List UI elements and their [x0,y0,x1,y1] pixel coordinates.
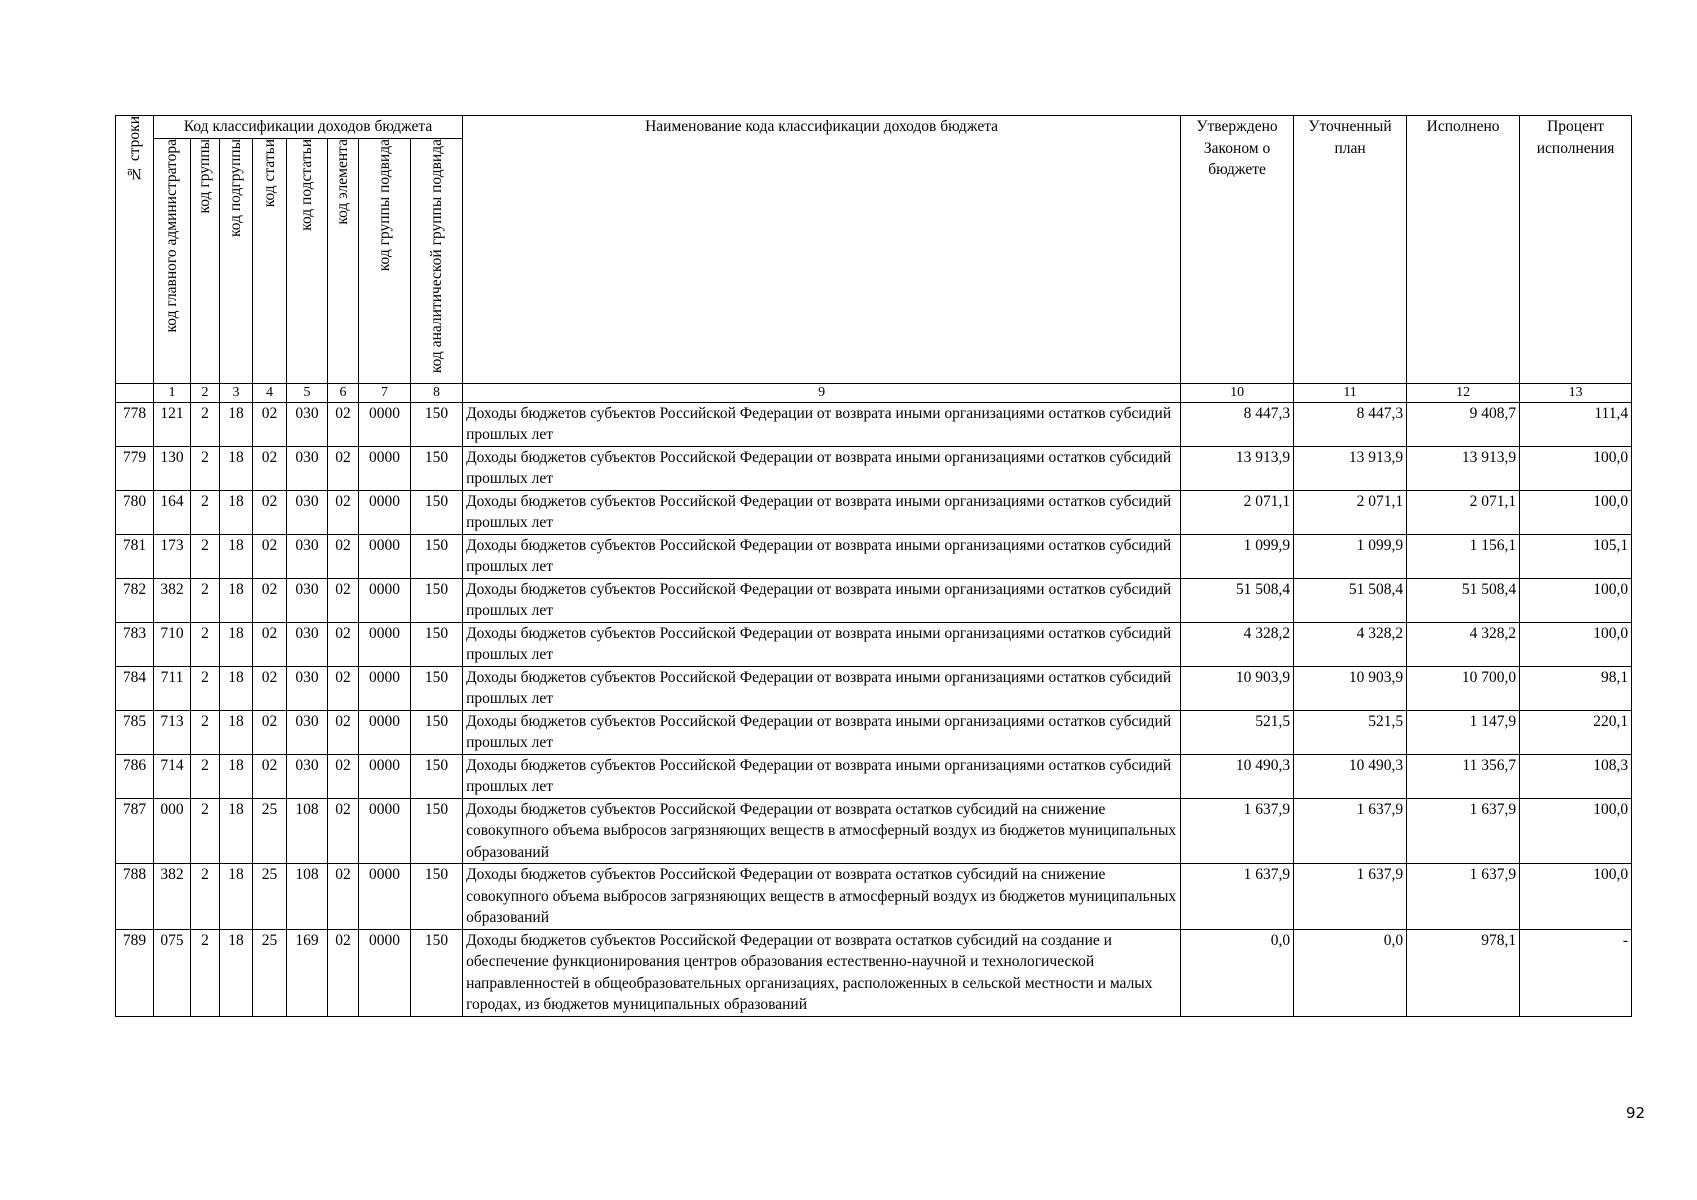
group-code-header: код группы [191,138,220,383]
table-row [116,446,1632,490]
subarticle-code-cell: 030 [287,446,328,490]
element-code-cell: 02 [328,798,359,864]
subgroup-code-cell: 18 [220,534,253,578]
subtype-group-code-cell: 0000 [359,754,411,798]
table-row [116,578,1632,622]
subarticle-code-cell: 030 [287,534,328,578]
article-code-cell: 02 [253,490,287,534]
executed-cell: 1 637,9 [1407,798,1520,864]
group-code-cell: 2 [191,864,220,930]
element-code-cell: 02 [328,710,359,754]
refined-plan-cell: 8 447,3 [1294,402,1407,446]
article-code-cell: 02 [253,446,287,490]
column-number-cell: 6 [328,383,359,402]
executed-cell: 10 700,0 [1407,666,1520,710]
analytic-code-cell: 150 [411,402,463,446]
element-code-cell: 02 [328,666,359,710]
admin-code-cell: 382 [154,578,191,622]
executed-cell: 1 156,1 [1407,534,1520,578]
approved-cell: 10 490,3 [1181,754,1294,798]
refined-plan-cell: 4 328,2 [1294,622,1407,666]
name-cell: Доходы бюджетов субъектов Российской Федерации от возврата иными организациями остатков субсидий прошлых лет [463,754,1181,798]
percent-cell: 100,0 [1520,578,1632,622]
row-number-cell: 784 [116,666,154,710]
subarticle-code-cell: 030 [287,710,328,754]
table-row [116,490,1632,534]
subtype-group-code-cell: 0000 [359,798,411,864]
subgroup-code-cell: 18 [220,754,253,798]
group-code-cell: 2 [191,622,220,666]
name-cell: Доходы бюджетов субъектов Российской Федерации от возврата иными организациями остатков субсидий прошлых лет [463,446,1181,490]
percent-cell: 111,4 [1520,402,1632,446]
article-code-cell: 25 [253,929,287,1016]
element-code-cell: 02 [328,754,359,798]
executed-cell: 11 356,7 [1407,754,1520,798]
column-number-cell: 10 [1181,383,1294,402]
subgroup-code-cell: 18 [220,578,253,622]
row-number-header: № строки [116,116,154,384]
analytic-code-cell: 150 [411,929,463,1016]
table-row [116,666,1632,710]
column-number-cell: 5 [287,383,328,402]
group-code-cell: 2 [191,402,220,446]
element-code-cell: 02 [328,578,359,622]
analytic-code-cell: 150 [411,578,463,622]
table-row [116,402,1632,446]
admin-code-cell: 075 [154,929,191,1016]
subgroup-code-cell: 18 [220,798,253,864]
row-number-cell: 786 [116,754,154,798]
table-row [116,864,1632,930]
group-code-cell: 2 [191,798,220,864]
analytic-code-cell: 150 [411,798,463,864]
executed-cell: 13 913,9 [1407,446,1520,490]
subarticle-code-cell: 030 [287,754,328,798]
group-code-cell: 2 [191,929,220,1016]
name-cell: Доходы бюджетов субъектов Российской Федерации от возврата остатков субсидий на снижение совокупного объема выбросов загрязняющих веществ в атмосферный воздух из бюджетов муниципальных образований [463,864,1181,930]
subgroup-code-cell: 18 [220,402,253,446]
row-number-cell: 779 [116,446,154,490]
subgroup-code-cell: 18 [220,710,253,754]
subgroup-code-cell: 18 [220,490,253,534]
subtype-group-code-cell: 0000 [359,666,411,710]
subgroup-code-header: код подгруппы [220,138,253,383]
row-number-cell: 781 [116,534,154,578]
column-number-cell: 2 [191,383,220,402]
admin-code-cell: 130 [154,446,191,490]
executed-cell: 1 147,9 [1407,710,1520,754]
percent-cell: 98,1 [1520,666,1632,710]
name-cell: Доходы бюджетов субъектов Российской Федерации от возврата остатков субсидий на создание и обеспечение функционирования центров образования естественно-научной и технологической направленностей в общеобразовательных организациях, расположенных в сельской местности и малых городах, из бюджетов муниципальных образований [463,929,1181,1016]
name-cell: Доходы бюджетов субъектов Российской Федерации от возврата остатков субсидий на снижение совокупного объема выбросов загрязняющих веществ в атмосферный воздух из бюджетов муниципальных образований [463,798,1181,864]
executed-cell: 1 637,9 [1407,864,1520,930]
name-cell: Доходы бюджетов субъектов Российской Федерации от возврата иными организациями остатков субсидий прошлых лет [463,402,1181,446]
analytic-code-cell: 150 [411,534,463,578]
group-code-cell: 2 [191,754,220,798]
subtype-group-code-header: код группы подвида [359,138,411,383]
percent-header: Процент исполнения [1520,116,1632,384]
admin-code-header: код главного администратора [154,138,191,383]
column-number-cell: 4 [253,383,287,402]
row-number-cell: 778 [116,402,154,446]
subgroup-code-cell: 18 [220,864,253,930]
subgroup-code-cell: 18 [220,929,253,1016]
row-number-cell: 783 [116,622,154,666]
percent-cell: 105,1 [1520,534,1632,578]
subtype-group-code-cell: 0000 [359,864,411,930]
subarticle-code-cell: 030 [287,402,328,446]
analytic-code-cell: 150 [411,754,463,798]
column-number-row [116,383,1632,402]
refined-plan-cell: 10 490,3 [1294,754,1407,798]
name-cell: Доходы бюджетов субъектов Российской Федерации от возврата иными организациями остатков субсидий прошлых лет [463,578,1181,622]
element-code-cell: 02 [328,622,359,666]
admin-code-cell: 121 [154,402,191,446]
article-code-cell: 02 [253,666,287,710]
refined-plan-cell: 1 637,9 [1294,798,1407,864]
column-number-cell: 12 [1407,383,1520,402]
table-row [116,710,1632,754]
refined-plan-cell: 521,5 [1294,710,1407,754]
refined-plan-cell: 0,0 [1294,929,1407,1016]
article-code-cell: 02 [253,710,287,754]
article-code-cell: 02 [253,578,287,622]
refined-plan-cell: 10 903,9 [1294,666,1407,710]
approved-cell: 1 099,9 [1181,534,1294,578]
subtype-group-code-cell: 0000 [359,490,411,534]
subarticle-code-cell: 030 [287,666,328,710]
percent-cell: 100,0 [1520,490,1632,534]
analytic-code-cell: 150 [411,490,463,534]
subarticle-code-cell: 030 [287,490,328,534]
group-code-cell: 2 [191,490,220,534]
subarticle-code-header: код подстатьи [287,138,328,383]
executed-cell: 9 408,7 [1407,402,1520,446]
approved-cell: 8 447,3 [1181,402,1294,446]
column-number-cell: 3 [220,383,253,402]
analytic-code-cell: 150 [411,446,463,490]
subtype-group-code-cell: 0000 [359,929,411,1016]
classification-code-group-header: Код классификации доходов бюджета [154,116,463,139]
subgroup-code-cell: 18 [220,446,253,490]
subtype-group-code-cell: 0000 [359,622,411,666]
element-code-cell: 02 [328,864,359,930]
column-number-cell [116,383,154,402]
element-code-cell: 02 [328,490,359,534]
analytic-code-cell: 150 [411,864,463,930]
table-row [116,929,1632,1016]
name-cell: Доходы бюджетов субъектов Российской Федерации от возврата иными организациями остатков субсидий прошлых лет [463,490,1181,534]
page-number: 92 [1626,1104,1646,1122]
executed-cell: 51 508,4 [1407,578,1520,622]
refined-plan-header: Уточненный план [1294,116,1407,384]
admin-code-cell: 382 [154,864,191,930]
refined-plan-cell: 2 071,1 [1294,490,1407,534]
article-code-cell: 25 [253,864,287,930]
element-code-cell: 02 [328,929,359,1016]
percent-cell: - [1520,929,1632,1016]
budget-revenue-table [115,115,1632,1017]
column-number-cell: 8 [411,383,463,402]
subtype-group-code-cell: 0000 [359,402,411,446]
row-number-cell: 788 [116,864,154,930]
group-code-cell: 2 [191,710,220,754]
executed-header: Исполнено [1407,116,1520,384]
subtype-group-code-cell: 0000 [359,578,411,622]
percent-cell: 100,0 [1520,864,1632,930]
group-code-cell: 2 [191,534,220,578]
column-number-cell: 11 [1294,383,1407,402]
element-code-cell: 02 [328,446,359,490]
admin-code-cell: 000 [154,798,191,864]
percent-cell: 108,3 [1520,754,1632,798]
admin-code-cell: 711 [154,666,191,710]
name-header: Наименование кода классификации доходов бюджета [463,116,1181,384]
admin-code-cell: 173 [154,534,191,578]
executed-cell: 978,1 [1407,929,1520,1016]
subarticle-code-cell: 030 [287,622,328,666]
column-number-cell: 9 [463,383,1181,402]
approved-cell: 521,5 [1181,710,1294,754]
table-row [116,798,1632,864]
subarticle-code-cell: 030 [287,578,328,622]
refined-plan-cell: 13 913,9 [1294,446,1407,490]
name-cell: Доходы бюджетов субъектов Российской Федерации от возврата иными организациями остатков субсидий прошлых лет [463,710,1181,754]
name-cell: Доходы бюджетов субъектов Российской Федерации от возврата иными организациями остатков субсидий прошлых лет [463,666,1181,710]
approved-cell: 2 071,1 [1181,490,1294,534]
analytic-code-header: код аналитической группы подвида [411,138,463,383]
name-cell: Доходы бюджетов субъектов Российской Федерации от возврата иными организациями остатков субсидий прошлых лет [463,622,1181,666]
approved-header: Утверждено Законом о бюджете [1181,116,1294,384]
subtype-group-code-cell: 0000 [359,710,411,754]
refined-plan-cell: 1 099,9 [1294,534,1407,578]
column-number-cell: 1 [154,383,191,402]
subarticle-code-cell: 169 [287,929,328,1016]
group-code-cell: 2 [191,446,220,490]
subtype-group-code-cell: 0000 [359,534,411,578]
column-number-cell: 7 [359,383,411,402]
article-code-cell: 02 [253,402,287,446]
percent-cell: 100,0 [1520,446,1632,490]
row-number-cell: 780 [116,490,154,534]
analytic-code-cell: 150 [411,622,463,666]
admin-code-cell: 164 [154,490,191,534]
approved-cell: 51 508,4 [1181,578,1294,622]
approved-cell: 13 913,9 [1181,446,1294,490]
executed-cell: 4 328,2 [1407,622,1520,666]
article-code-header: код статьи [253,138,287,383]
refined-plan-cell: 51 508,4 [1294,578,1407,622]
article-code-cell: 02 [253,754,287,798]
element-code-cell: 02 [328,534,359,578]
executed-cell: 2 071,1 [1407,490,1520,534]
row-number-cell: 782 [116,578,154,622]
article-code-cell: 02 [253,622,287,666]
approved-cell: 10 903,9 [1181,666,1294,710]
percent-cell: 100,0 [1520,622,1632,666]
article-code-cell: 25 [253,798,287,864]
approved-cell: 4 328,2 [1181,622,1294,666]
analytic-code-cell: 150 [411,666,463,710]
approved-cell: 1 637,9 [1181,864,1294,930]
subarticle-code-cell: 108 [287,864,328,930]
subgroup-code-cell: 18 [220,666,253,710]
column-number-cell: 13 [1520,383,1632,402]
approved-cell: 0,0 [1181,929,1294,1016]
approved-cell: 1 637,9 [1181,798,1294,864]
article-code-cell: 02 [253,534,287,578]
name-cell: Доходы бюджетов субъектов Российской Федерации от возврата иными организациями остатков субсидий прошлых лет [463,534,1181,578]
element-code-cell: 02 [328,402,359,446]
row-number-cell: 785 [116,710,154,754]
element-code-header: код элемента [328,138,359,383]
group-code-cell: 2 [191,578,220,622]
admin-code-cell: 710 [154,622,191,666]
table-row [116,534,1632,578]
table-row [116,754,1632,798]
analytic-code-cell: 150 [411,710,463,754]
subarticle-code-cell: 108 [287,798,328,864]
subgroup-code-cell: 18 [220,622,253,666]
row-number-cell: 789 [116,929,154,1016]
row-number-cell: 787 [116,798,154,864]
refined-plan-cell: 1 637,9 [1294,864,1407,930]
percent-cell: 100,0 [1520,798,1632,864]
group-code-cell: 2 [191,666,220,710]
subtype-group-code-cell: 0000 [359,446,411,490]
admin-code-cell: 713 [154,710,191,754]
admin-code-cell: 714 [154,754,191,798]
table-row [116,622,1632,666]
percent-cell: 220,1 [1520,710,1632,754]
